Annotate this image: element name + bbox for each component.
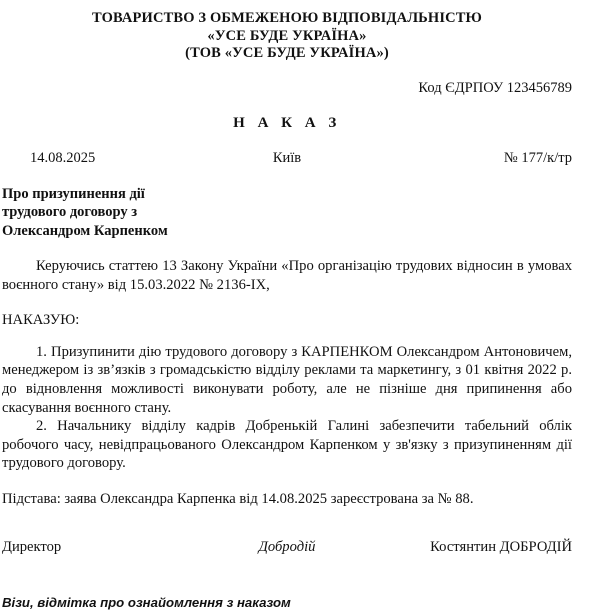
edrpou-code: Код ЄДРПОУ 123456789 (418, 79, 572, 96)
order-keyword: НАКАЗУЮ: (2, 312, 80, 329)
document-date: 14.08.2025 (30, 149, 96, 166)
subject-line-3: Олександром Карпенком (2, 222, 168, 239)
document-content (2, 0, 572, 610)
document-number: № 177/к/тр (503, 149, 572, 166)
basis-line: Підстава: заява Олександра Карпенка від 14.08.2025 зареєстрована за № 88. (2, 490, 474, 507)
document-city: Київ (272, 149, 302, 166)
letterhead (2, 10, 572, 63)
document-subject (2, 185, 302, 241)
clause-2: 2. Начальнику відділу кадрів Добренькій Галині забезпечити табельний облік робочого часу, невідпрацьованого Олександром Карпенком у зв'язку з призупиненням дії трудового договору. (2, 418, 572, 472)
clause-1: 1. Призупинити дію трудового договору з КАРПЕНКОМ Олександром Антоновичем, менеджером із зв’язків з громадськістю відділу реклами та маркетингу, з 01 квітня 2022 р. до відновлення можливості виконувати роботу, але не пізніше дня припинення або скасування воєнного стану. (2, 343, 572, 416)
signatory-title: Директор (2, 538, 62, 555)
company-name-line-2: «УСЕ БУДЕ УКРАЇНА» (207, 27, 367, 44)
preamble-paragraph: Керуючись статтею 13 Закону України «Про організацію трудових відносин в умовах воєнного стану» від 15.03.2022 № 2136-IX, (2, 258, 572, 293)
signature-mark: Добродій (258, 538, 316, 555)
company-short-name-line: (ТОВ «УСЕ БУДЕ УКРАЇНА») (185, 45, 389, 61)
visa-note: Візи, відмітка про ознайомлення з наказом (2, 594, 291, 610)
signatory-name: Костянтин ДОБРОДІЙ (430, 538, 572, 555)
document-type-heading: Н А К А З (233, 114, 341, 131)
company-name-line-1: ТОВАРИСТВО З ОБМЕЖЕНОЮ ВІДПОВІДАЛЬНІСТЮ (91, 10, 483, 26)
signature-row (2, 539, 572, 559)
subject-line-1: Про призупинення дії (2, 185, 145, 202)
document-meta-row (2, 150, 572, 170)
subject-line-2: трудового договору з (2, 204, 138, 220)
